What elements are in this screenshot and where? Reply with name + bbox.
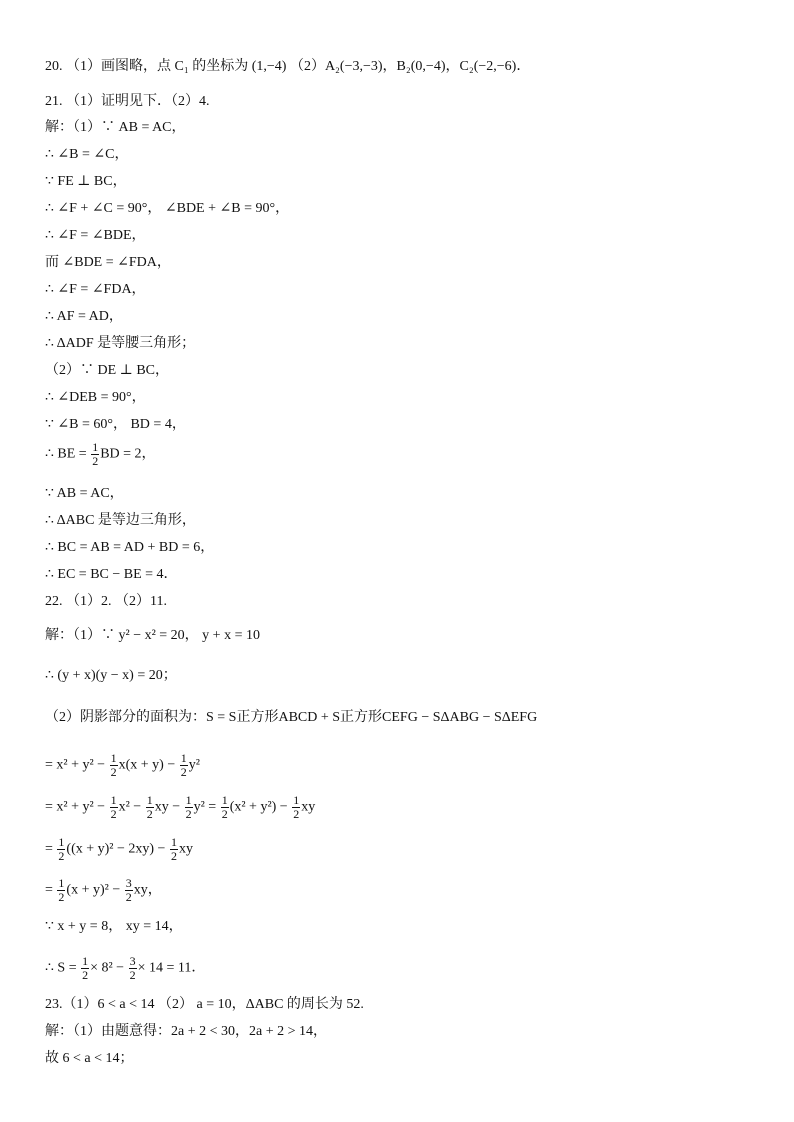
fraction-denominator: 2 — [110, 765, 117, 779]
step-1-line — [45, 752, 200, 779]
fraction-numerator: 1 — [180, 751, 187, 765]
fraction-numerator: 1 — [92, 440, 99, 454]
fraction-numerator: 1 — [82, 954, 89, 968]
fraction-denominator: 2 — [92, 454, 99, 468]
text-line: 而 ∠BDE = ∠FDA， — [45, 255, 171, 270]
fraction-denominator: 2 — [125, 890, 132, 904]
fraction-denominator: 2 — [170, 849, 177, 863]
text-line: ∴ ΔABC 是等边三角形， — [45, 513, 196, 528]
step2-f: xy — [301, 799, 316, 815]
text-line: 故 6 < a < 14； — [45, 1051, 134, 1066]
step2-d: y² = — [193, 799, 220, 815]
text-line: ∴ BC = AB = AD + BD = 6， — [45, 540, 215, 555]
fraction — [221, 794, 229, 821]
text-line: ∴ (y + x)(y − x) = 20； — [45, 668, 177, 683]
step3-c: xy — [178, 841, 193, 857]
fraction-denominator: 2 — [58, 890, 65, 904]
step-3-line — [45, 836, 193, 863]
fraction-numerator: 1 — [58, 835, 65, 849]
fraction-numerator: 1 — [58, 876, 65, 890]
fraction-denominator: 2 — [110, 807, 117, 821]
text-line: ∴ ∠B = ∠C， — [45, 147, 129, 162]
fraction — [146, 794, 154, 821]
fraction — [57, 836, 65, 863]
fraction-numerator: 1 — [185, 793, 192, 807]
text-line: 21. （1）证明见下．（2）4. — [45, 94, 210, 109]
text-line: ∵ x + y = 8， xy = 14， — [45, 919, 183, 934]
text-line: 解：（1）∵ y² − x² = 20， y + x = 10 — [45, 628, 260, 643]
fraction-denominator: 2 — [180, 765, 187, 779]
step-4-line — [45, 877, 162, 904]
result-line — [45, 955, 205, 982]
fraction-numerator: 1 — [110, 751, 117, 765]
text-line: ∴ AF = AD， — [45, 309, 123, 324]
step2-a: = x² + y² − — [45, 799, 109, 815]
be-post: BD = 2， — [100, 446, 156, 462]
step2-e: (x² + y²) − — [229, 799, 292, 815]
be-pre: ∴ BE = — [45, 446, 91, 462]
fraction-denominator: 2 — [293, 807, 300, 821]
text-line: ∵ ∠B = 60°， BD = 4， — [45, 417, 186, 432]
step-2-line — [45, 794, 315, 821]
step2-c: xy − — [154, 799, 184, 815]
text-line: 22. （1）2. （2）11. — [45, 594, 167, 609]
text-line: ∴ ∠F = ∠BDE， — [45, 228, 146, 243]
fraction-denominator: 2 — [221, 807, 228, 821]
fraction-numerator: 1 — [221, 793, 228, 807]
text-line: （2）阴影部分的面积为：S = S正方形ABCD + S正方形CEFG − SΔABG − SΔEFG — [45, 710, 538, 725]
fraction — [185, 794, 193, 821]
fraction — [110, 752, 118, 779]
text-line: ∴ ∠DEB = 90°， — [45, 390, 146, 405]
text-line: 解：（1）∵ AB = AC， — [45, 120, 186, 135]
result-a: ∴ S = — [45, 960, 81, 976]
fraction-numerator: 1 — [170, 835, 177, 849]
step4-c: xy， — [133, 882, 162, 898]
text-line: 23.（1）6 < a < 14 （2） a = 10，ΔABC 的周长为 52. — [45, 997, 364, 1012]
text-line: 20. （1）画图略，点 C₁ 的坐标为 (1,−4) （2）A₂(−3,−3)，B₂(0,−4)，C₂(−2,−6)． — [45, 59, 531, 74]
result-b: × 8² − — [90, 960, 128, 976]
fraction — [170, 836, 178, 863]
be-line — [45, 441, 156, 468]
step3-a: = — [45, 841, 57, 857]
fraction-numerator: 3 — [125, 876, 132, 890]
result-c: × 14 = 11． — [137, 960, 206, 976]
step4-b: (x + y)² − — [66, 882, 124, 898]
text-line: ∴ ∠F = ∠FDA， — [45, 282, 146, 297]
fraction — [292, 794, 300, 821]
text-line: （2）∵ DE ⊥ BC， — [45, 363, 170, 378]
text-line: ∴ ∠F + ∠C = 90°， ∠BDE + ∠B = 90°， — [45, 201, 290, 216]
text-line: ∵ AB = AC， — [45, 486, 124, 501]
text-line: 解：（1）由题意得：2a + 2 < 30，2a + 2 > 14， — [45, 1024, 328, 1039]
fraction-numerator: 1 — [110, 793, 117, 807]
fraction — [180, 752, 188, 779]
fraction — [129, 955, 137, 982]
step1-a: = x² + y² − — [45, 757, 109, 773]
fraction-numerator: 1 — [293, 793, 300, 807]
step4-a: = — [45, 882, 57, 898]
fraction-denominator: 2 — [129, 968, 136, 982]
fraction — [57, 877, 65, 904]
fraction-denominator: 2 — [185, 807, 192, 821]
step3-b: ((x + y)² − 2xy) − — [66, 841, 169, 857]
text-line: ∵ FE ⊥ BC， — [45, 174, 127, 189]
fraction-numerator: 1 — [146, 793, 153, 807]
fraction-denominator: 2 — [82, 968, 89, 982]
fraction — [110, 794, 118, 821]
text-line: ∴ EC = BC − BE = 4． — [45, 567, 178, 582]
fraction — [81, 955, 89, 982]
text-line: ∴ ΔADF 是等腰三角形； — [45, 336, 196, 351]
fraction-denominator: 2 — [58, 849, 65, 863]
fraction-numerator: 3 — [129, 954, 136, 968]
fraction-denominator: 2 — [146, 807, 153, 821]
fraction — [125, 877, 133, 904]
step1-c: y² — [188, 757, 200, 773]
fraction-half — [91, 441, 99, 468]
step2-b: x² − — [118, 799, 145, 815]
step1-b: x(x + y) − — [118, 757, 179, 773]
